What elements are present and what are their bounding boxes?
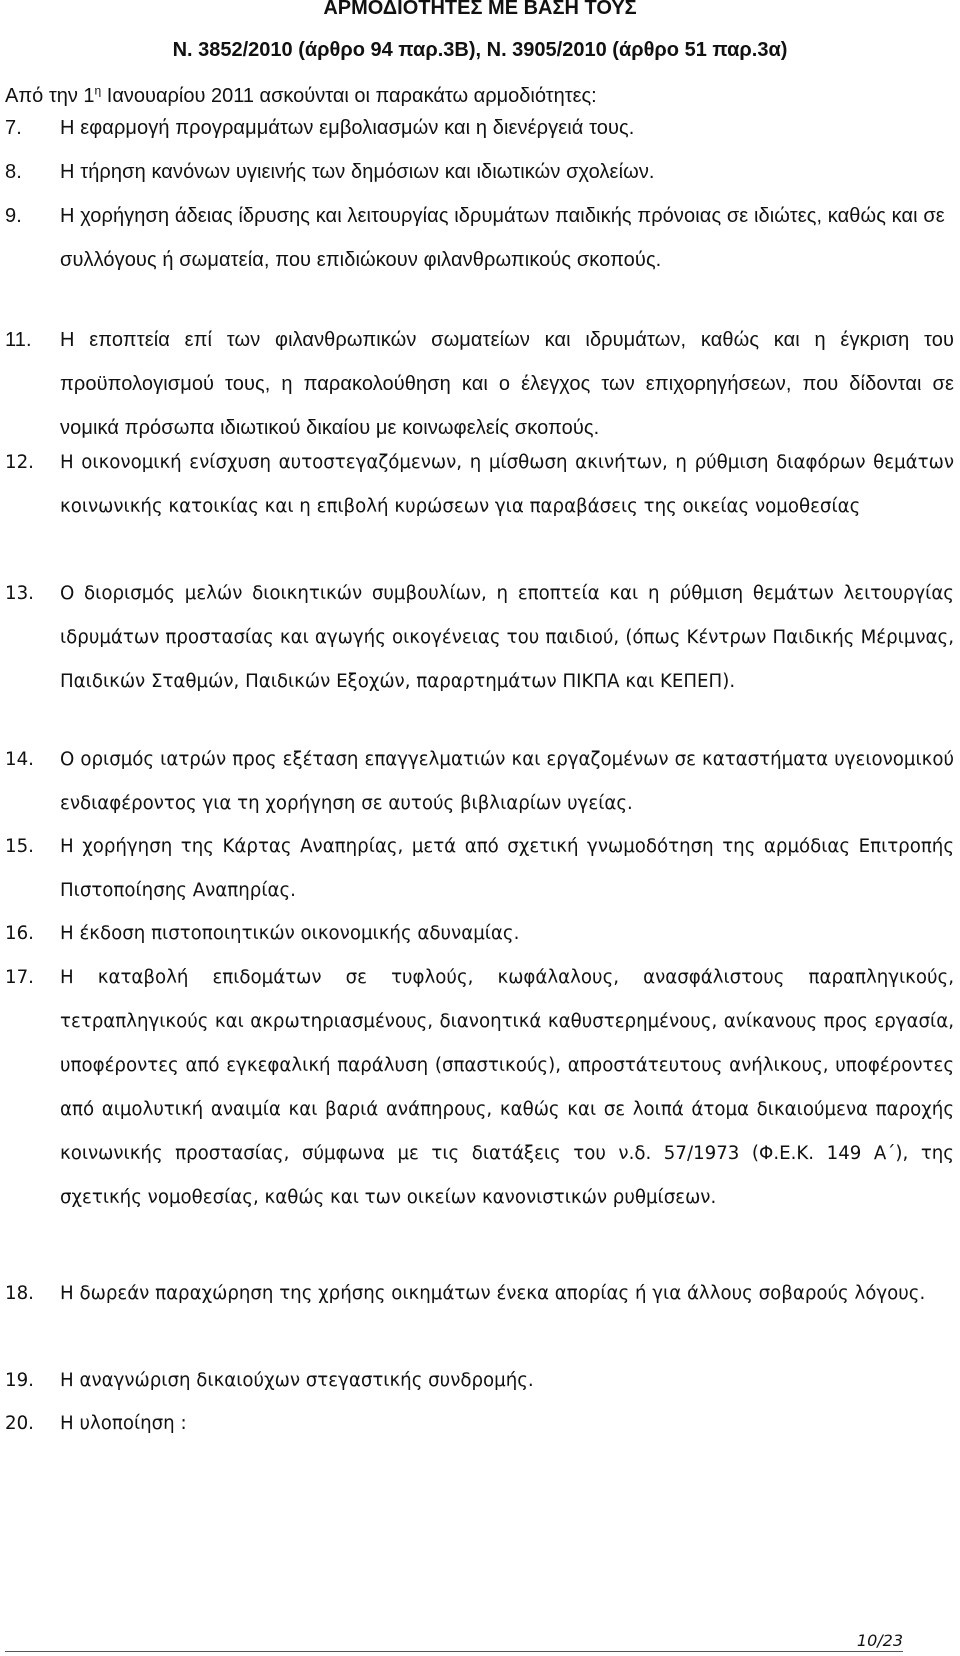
- item-number: 19.: [5, 1370, 34, 1391]
- item-text: Η δωρεάν παραχώρηση της χρήσης οικημάτων ένεκα απορίας ή για άλλους σοβαρούς λόγους.: [60, 1283, 926, 1304]
- item-number: 16.: [5, 923, 34, 944]
- item-text: Ο διορισμός μελών διοικητικών συμβουλίων, η εποπτεία και η ρύθμιση θεμάτων λειτουργίας ιδρυμάτων προστασίας και αγωγής οικογένειας του παιδιού, (όπως Κέντρων Παιδικής Μέριμνας, Παιδικών Σταθμών, Παιδικών Εξοχών, παραρτημάτων ΠΙΚΠΑ και ΚΕΠΕΠ).: [60, 583, 954, 692]
- item-number: 18.: [5, 1283, 34, 1304]
- item-number: 11.: [5, 329, 32, 351]
- item-text: Ο ορισμός ιατρών προς εξέταση επαγγελματιών και εργαζομένων σε καταστήματα υγειονομικού ενδιαφέροντος για τη χορήγηση σε αυτούς βιβλιαρίων υγείας.: [60, 749, 954, 814]
- item-number: 8.: [5, 161, 22, 183]
- item-text: Η εφαρμογή προγραμμάτων εμβολιασμών και η διενέργειά τους.: [60, 117, 635, 139]
- item-text: Η εποπτεία επί των φιλανθρωπικών σωματείων και ιδρυμάτων, καθώς και η έγκριση του προϋπολογισμού τους, η παρακολούθηση και ο έλεγχος των επιχορηγήσεων, που δίδονται σε νομικά πρόσωπα ιδιωτικού δικαίου με κοινωφελείς σκοπούς.: [60, 329, 954, 439]
- intro-text-after: Ιανουαρίου 2011 ασκούνται οι παρακάτω αρμοδιότητες:: [101, 85, 597, 107]
- item-number: 14.: [5, 749, 34, 770]
- item-text: Η χορήγηση της Κάρτας Αναπηρίας, μετά από σχετική γνωμοδότηση της αρμόδιας Επιτροπής Πιστοποίησης Αναπηρίας.: [60, 836, 954, 901]
- intro-text-before: Από την 1: [5, 85, 95, 107]
- footer-divider: [5, 1651, 903, 1652]
- item-number: 17.: [5, 967, 34, 988]
- document-title: ΑΡΜΟΔΙΟΤΗΤΕΣ ΜΕ ΒΑΣΗ ΤΟΥΣ: [323, 0, 637, 19]
- item-number: 9.: [5, 205, 22, 227]
- item-text: Η καταβολή επιδομάτων σε τυφλούς, κωφάλαλους, ανασφάλιστους παραπληγικούς, τετραπληγικούς και ακρωτηριασμένους, διανοητικά καθυστερημένους, ανίκανους προς εργασία, υποφέροντες από εγκεφαλική παράλυση (σπαστικούς), απροστάτευτους ανήλικους, υποφέροντες από αιμολυτική αναιμία και βαριά ανάπηρους, καθώς και σε λοιπά άτομα δικαιούμενα παροχής κοινωνικής προστασίας, σύμφωνα με τις διατάξεις του ν.δ. 57/1973 (Φ.Ε.Κ. 149 Α΄), της σχετικής νομοθεσίας, καθώς και των οικείων κανονιστικών ρυθμίσεων.: [60, 967, 954, 1208]
- law-references: Ν. 3852/2010 (άρθρο 94 παρ.3Β), Ν. 3905/2010 (άρθρο 51 παρ.3α): [172, 39, 788, 61]
- item-text: Η τήρηση κανόνων υγιεινής των δημόσιων και ιδιωτικών σχολείων.: [60, 161, 655, 183]
- page-number: 10/23: [856, 1631, 903, 1650]
- item-number: 12.: [5, 452, 34, 473]
- item-text: Η οικονομική ενίσχυση αυτοστεγαζόμενων, η μίσθωση ακινήτων, η ρύθμιση διαφόρων θεμάτων κοινωνικής κατοικίας και η επιβολή κυρώσεων για παραβάσεις της οικείας νομοθεσίας: [60, 452, 954, 517]
- item-number: 15.: [5, 836, 34, 857]
- item-text: Η έκδοση πιστοποιητικών οικονομικής αδυναμίας.: [60, 923, 520, 944]
- intro-superscript: η: [94, 83, 102, 98]
- item-number: 20.: [5, 1413, 34, 1434]
- item-text: Η αναγνώριση δικαιούχων στεγαστικής συνδρομής.: [60, 1370, 534, 1391]
- item-number: 7.: [5, 117, 22, 139]
- item-text: Η χορήγηση άδειας ίδρυσης και λειτουργίας ιδρυμάτων παιδικής πρόνοιας σε ιδιώτες, καθώς και σε συλλόγους ή σωματεία, που επιδιώκουν φιλανθρωπικούς σκοπούς.: [60, 205, 945, 271]
- item-number: 13.: [5, 583, 34, 604]
- item-text: Η υλοποίηση :: [60, 1413, 187, 1434]
